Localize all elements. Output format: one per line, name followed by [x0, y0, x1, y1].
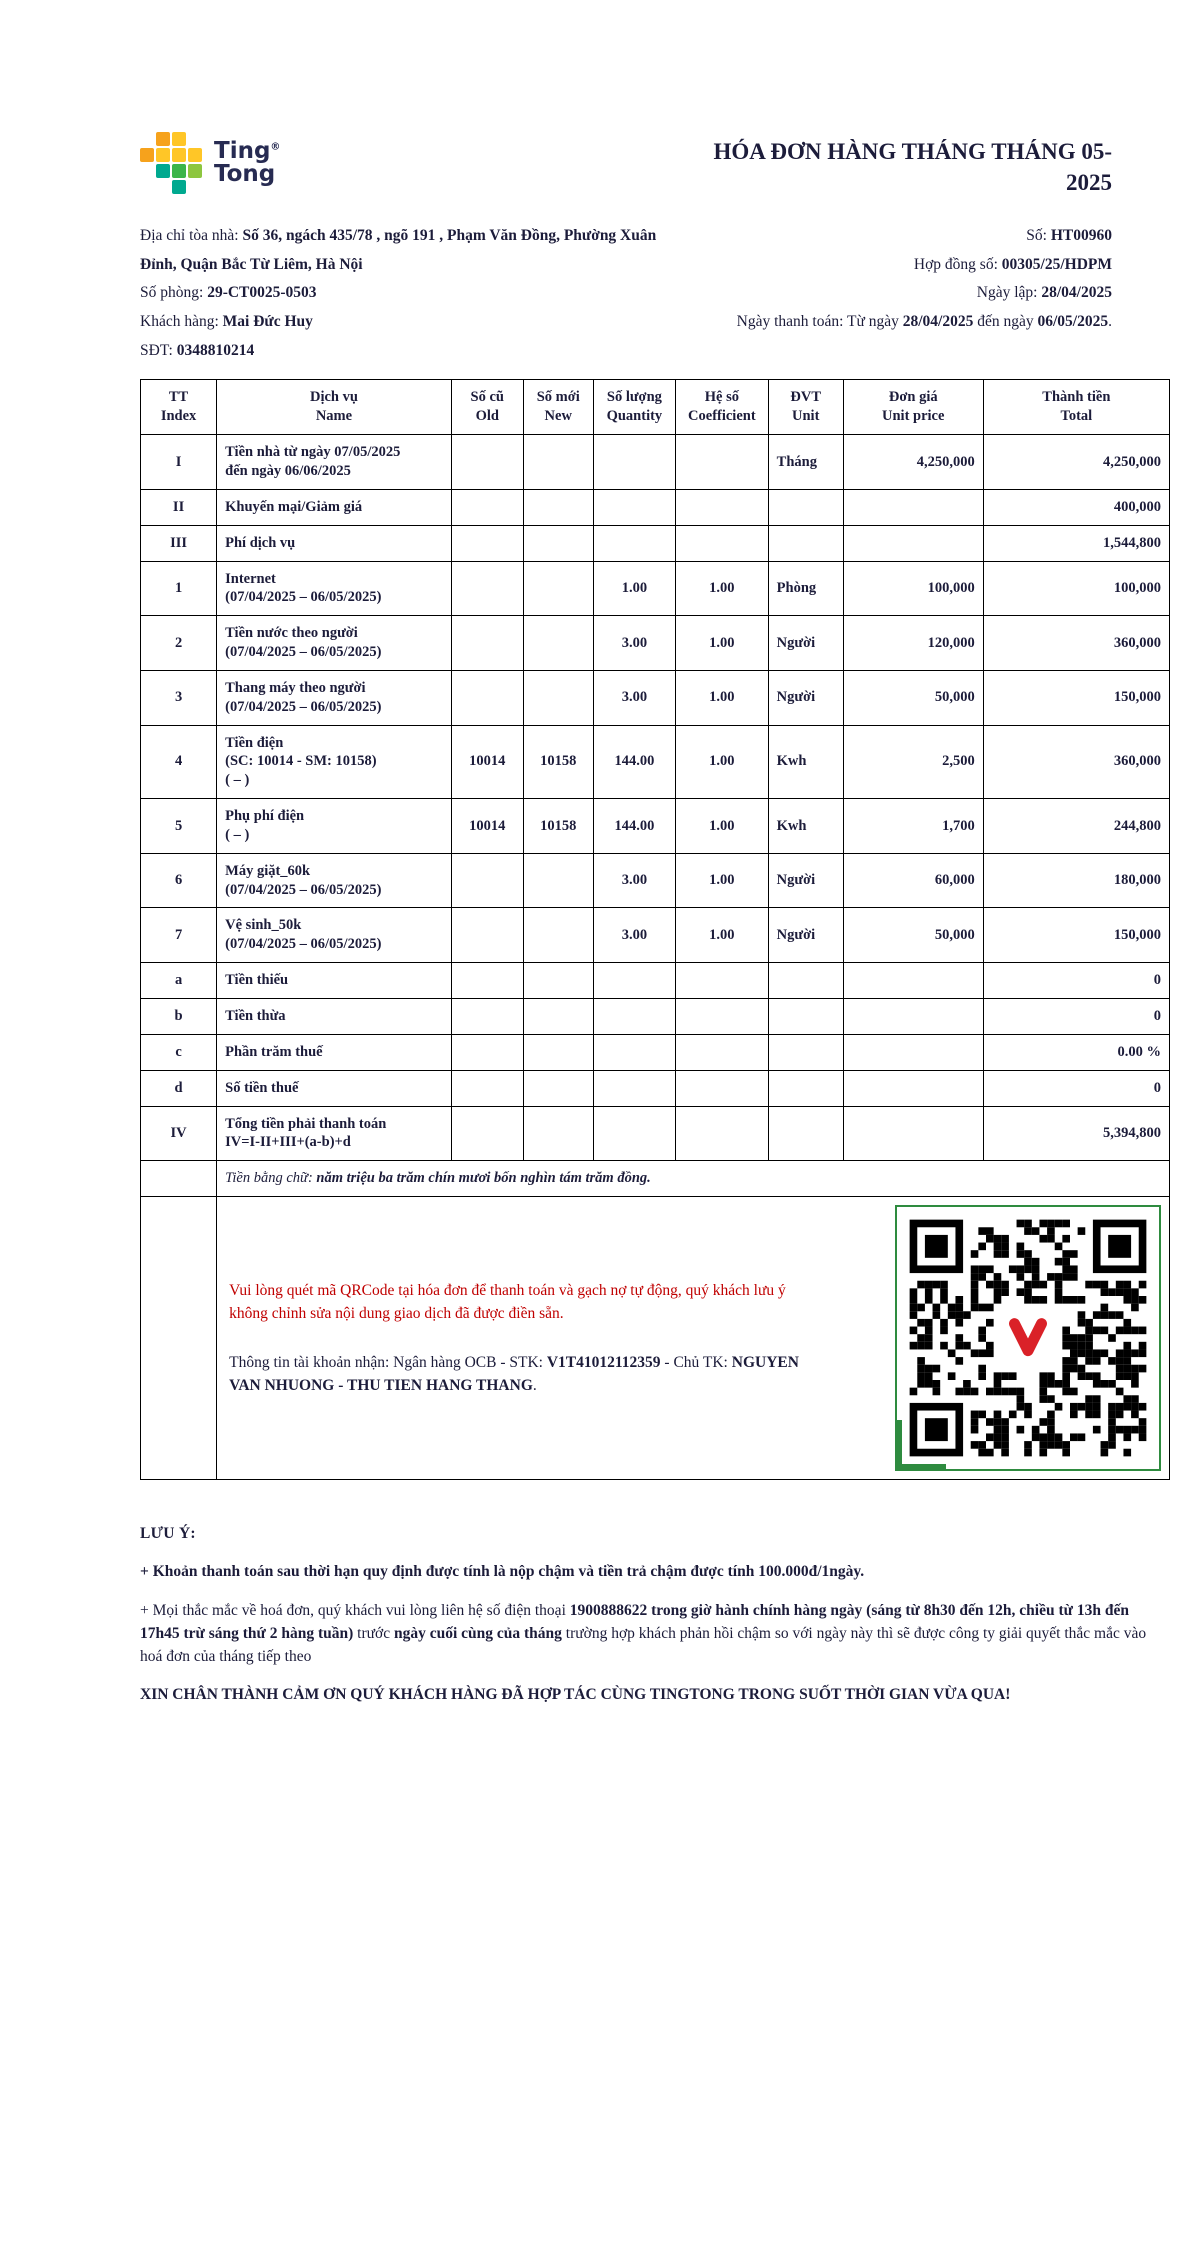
cell-name: Số tiền thuế: [217, 1070, 452, 1106]
cell-old: [451, 1106, 523, 1161]
cell-total: 244,800: [983, 799, 1169, 854]
cell-qty: [593, 999, 675, 1035]
cell-new: [523, 999, 593, 1035]
cell-price: [843, 1070, 983, 1106]
table-row: [141, 489, 1170, 525]
qr-code: [895, 1205, 1161, 1471]
logo-pixel: [188, 148, 202, 162]
contract-number: Hợp đồng số: 00305/25/HDPM: [913, 255, 1112, 273]
cell-name: Internet (07/04/2025 – 06/05/2025): [217, 561, 452, 616]
cell-old: [451, 525, 523, 561]
cell-new: [523, 1070, 593, 1106]
cell-old: [451, 561, 523, 616]
cell-coef: [676, 1034, 769, 1070]
column-header: Thành tiền Total: [983, 380, 1169, 435]
column-header: ĐVT Unit: [768, 380, 843, 435]
cell-name: Phần trăm thuế: [217, 1034, 452, 1070]
cell-new: 10158: [523, 725, 593, 799]
cell-total: 0.00 %: [983, 1034, 1169, 1070]
cell-unit: [768, 489, 843, 525]
cell-index: 3: [141, 670, 217, 725]
cell-index: 4: [141, 725, 217, 799]
cell-price: 50,000: [843, 670, 983, 725]
cell-old: [451, 908, 523, 963]
thank-you-note: XIN CHÂN THÀNH CẢM ƠN QUÝ KHÁCH HÀNG ĐÃ HỢP TÁC CÙNG TINGTONG TRONG SUỐT THỜI GIAN VỪA QUA!: [140, 1686, 1011, 1704]
empty-cell: [141, 1161, 217, 1197]
cell-unit: Kwh: [768, 725, 843, 799]
cell-index: 5: [141, 799, 217, 854]
cell-old: [451, 999, 523, 1035]
cell-total: 360,000: [983, 725, 1169, 799]
cell-total: 0: [983, 999, 1169, 1035]
cell-index: d: [141, 1070, 217, 1106]
cell-qty: [593, 525, 675, 561]
cell-index: II: [141, 489, 217, 525]
invoice-table-header-row: [141, 380, 1170, 435]
cell-unit: [768, 525, 843, 561]
cell-index: 7: [141, 908, 217, 963]
cell-new: 10158: [523, 799, 593, 854]
logo-pixel: [140, 148, 154, 162]
cell-unit: Người: [768, 670, 843, 725]
logo-word-tong: Tong: [214, 161, 276, 187]
column-header: Dịch vụ Name: [217, 380, 452, 435]
cell-old: [451, 853, 523, 908]
invoice-title: HÓA ĐƠN HÀNG THÁNG THÁNG 05-2025: [713, 139, 1112, 196]
cell-coef: 1.00: [676, 725, 769, 799]
cell-qty: 1.00: [593, 561, 675, 616]
cell-index: 2: [141, 616, 217, 671]
cell-new: [523, 489, 593, 525]
cell-old: [451, 670, 523, 725]
logo-pixel: [172, 132, 186, 146]
column-header: TT Index: [141, 380, 217, 435]
cell-coef: [676, 1106, 769, 1161]
cell-new: [523, 1034, 593, 1070]
cell-index: III: [141, 525, 217, 561]
cell-total: 0: [983, 1070, 1169, 1106]
cell-index: 6: [141, 853, 217, 908]
tingtong-logo: [140, 132, 280, 194]
tingtong-logo-text: [214, 137, 281, 187]
cell-new: [523, 435, 593, 490]
cell-coef: [676, 999, 769, 1035]
cell-price: [843, 489, 983, 525]
table-row: [141, 999, 1170, 1035]
logo-pixel: [172, 148, 186, 162]
column-header: Số mới New: [523, 380, 593, 435]
cell-qty: [593, 489, 675, 525]
column-header: Số cũ Old: [451, 380, 523, 435]
cell-name: Tổng tiền phải thanh toán IV=I-II+III+(a-b)+d: [217, 1106, 452, 1161]
v-logo-icon: [1001, 1311, 1055, 1365]
cell-qty: 3.00: [593, 670, 675, 725]
cell-unit: [768, 1070, 843, 1106]
table-row: [141, 561, 1170, 616]
cell-total: 360,000: [983, 616, 1169, 671]
cell-old: [451, 963, 523, 999]
registered-mark: ®: [270, 140, 281, 152]
cell-unit: Người: [768, 616, 843, 671]
cell-unit: [768, 963, 843, 999]
building-address: Địa chỉ tòa nhà: Số 36, ngách 435/78 , ngõ 191 , Phạm Văn Đồng, Phường Xuân Đỉnh, Quận Bắc Từ Liêm, Hà Nội: [140, 227, 657, 273]
cell-unit: Phòng: [768, 561, 843, 616]
cell-qty: 3.00: [593, 908, 675, 963]
payment-period: Ngày thanh toán: Từ ngày 28/04/2025 đến ngày 06/05/2025.: [736, 313, 1112, 331]
cell-old: [451, 1034, 523, 1070]
cell-new: [523, 561, 593, 616]
invoice-header: [140, 132, 1170, 198]
table-row: [141, 1070, 1170, 1106]
cell-price: [843, 1106, 983, 1161]
cell-qty: 3.00: [593, 853, 675, 908]
cell-index: b: [141, 999, 217, 1035]
cell-name: Máy giặt_60k (07/04/2025 – 06/05/2025): [217, 853, 452, 908]
table-row: [141, 1106, 1170, 1161]
invoice-info-left: [140, 222, 680, 365]
invoice-info: [140, 222, 1170, 365]
cell-coef: [676, 525, 769, 561]
cell-coef: 1.00: [676, 616, 769, 671]
invoice-info-right: [737, 222, 1170, 365]
cell-price: [843, 1034, 983, 1070]
hotline-note: + Mọi thắc mắc về hoá đơn, quý khách vui lòng liên hệ số điện thoại 1900888622 trong giờ hành chính hàng ngày (sáng từ 8h30 đến 12h, chiều từ 13h đến 17h45 trừ sáng thứ 2 hàng tuần) trước ngày cuối cùng của tháng trường hợp khách phản hồi chậm so với ngày này thì sẽ được công ty giải quyết thắc mắc vào hoá đơn của tháng tiếp theo: [140, 1601, 1147, 1666]
cell-new: [523, 908, 593, 963]
cell-name: Phí dịch vụ: [217, 525, 452, 561]
cell-total: 150,000: [983, 670, 1169, 725]
invoice-table: [140, 379, 1170, 1480]
cell-total: 0: [983, 963, 1169, 999]
cell-coef: 1.00: [676, 908, 769, 963]
cell-price: 60,000: [843, 853, 983, 908]
table-row: [141, 525, 1170, 561]
cell-new: [523, 525, 593, 561]
cell-name: Khuyến mại/Giảm giá: [217, 489, 452, 525]
cell-unit: [768, 1034, 843, 1070]
table-row: [141, 1034, 1170, 1070]
payment-text-block: [225, 1279, 810, 1398]
cell-coef: 1.00: [676, 853, 769, 908]
payment-qr-row: [141, 1197, 1170, 1480]
payment-notice: Vui lòng quét mã QRCode tại hóa đơn để thanh toán và gạch nợ tự động, quý khách lưu ý không chỉnh sửa nội dung giao dịch đã được điền sẵn.: [229, 1281, 786, 1322]
cell-new: [523, 1106, 593, 1161]
customer-name: Khách hàng: Mai Đức Huy: [140, 313, 313, 331]
cell-qty: 144.00: [593, 799, 675, 854]
cell-total: 5,394,800: [983, 1106, 1169, 1161]
cell-new: [523, 853, 593, 908]
amount-in-words-row: [141, 1161, 1170, 1197]
cell-qty: [593, 1070, 675, 1106]
cell-unit: [768, 1106, 843, 1161]
cell-coef: [676, 1070, 769, 1106]
cell-name: Tiền nhà từ ngày 07/05/2025 đến ngày 06/06/2025: [217, 435, 452, 490]
cell-coef: 1.00: [676, 670, 769, 725]
column-header: Đơn giá Unit price: [843, 380, 983, 435]
notes-section: [140, 1522, 1170, 1707]
table-row: [141, 725, 1170, 799]
table-row: [141, 799, 1170, 854]
cell-total: 150,000: [983, 908, 1169, 963]
room-number: Số phòng: 29-CT0025-0503: [140, 284, 317, 302]
cell-unit: Người: [768, 908, 843, 963]
cell-qty: [593, 435, 675, 490]
column-header: Hệ số Coefficient: [676, 380, 769, 435]
cell-qty: 144.00: [593, 725, 675, 799]
cell-coef: [676, 435, 769, 490]
cell-index: I: [141, 435, 217, 490]
cell-price: 120,000: [843, 616, 983, 671]
cell-new: [523, 616, 593, 671]
cell-name: Vệ sinh_50k (07/04/2025 – 06/05/2025): [217, 908, 452, 963]
cell-old: [451, 1070, 523, 1106]
logo-pixel: [156, 148, 170, 162]
phone-number: SĐT: 0348810214: [140, 341, 255, 359]
table-row: [141, 616, 1170, 671]
cell-coef: [676, 963, 769, 999]
cell-unit: Tháng: [768, 435, 843, 490]
cell-unit: Người: [768, 853, 843, 908]
cell-name: Tiền thừa: [217, 999, 452, 1035]
amount-in-words: Tiền bằng chữ: năm triệu ba trăm chín mươi bốn nghìn tám trăm đồng.: [217, 1161, 1170, 1197]
cell-price: [843, 525, 983, 561]
table-row: [141, 908, 1170, 963]
notes-heading: LƯU Ý:: [140, 1525, 196, 1543]
cell-price: [843, 999, 983, 1035]
cell-index: a: [141, 963, 217, 999]
invoice-table-body: [141, 435, 1170, 1161]
cell-total: 1,544,800: [983, 525, 1169, 561]
late-payment-note: + Khoản thanh toán sau thời hạn quy định được tính là nộp chậm và tiền trả chậm được tính 100.000đ/1ngày.: [140, 1563, 865, 1581]
column-header: Số lượng Quantity: [593, 380, 675, 435]
cell-price: [843, 963, 983, 999]
cell-qty: [593, 963, 675, 999]
logo-pixel: [156, 164, 170, 178]
cell-qty: 3.00: [593, 616, 675, 671]
issue-date: Ngày lập: 28/04/2025: [976, 284, 1112, 302]
cell-price: 50,000: [843, 908, 983, 963]
table-row: [141, 670, 1170, 725]
cell-unit: Kwh: [768, 799, 843, 854]
logo-word-ting: Ting: [214, 137, 271, 164]
logo-pixel: [188, 164, 202, 178]
cell-qty: [593, 1106, 675, 1161]
logo-pixel: [172, 164, 186, 178]
cell-total: 180,000: [983, 853, 1169, 908]
cell-old: 10014: [451, 799, 523, 854]
table-row: [141, 853, 1170, 908]
cell-index: IV: [141, 1106, 217, 1161]
logo-pixel: [172, 180, 186, 194]
qr-center-logo: [997, 1307, 1059, 1369]
cell-coef: [676, 489, 769, 525]
cell-name: Tiền thiếu: [217, 963, 452, 999]
cell-old: [451, 435, 523, 490]
cell-new: [523, 963, 593, 999]
table-row: [141, 963, 1170, 999]
cell-qty: [593, 1034, 675, 1070]
cell-price: 2,500: [843, 725, 983, 799]
cell-old: 10014: [451, 725, 523, 799]
cell-index: c: [141, 1034, 217, 1070]
cell-new: [523, 670, 593, 725]
cell-price: 100,000: [843, 561, 983, 616]
cell-old: [451, 616, 523, 671]
logo-pixel: [156, 132, 170, 146]
payment-cell: [217, 1197, 1170, 1480]
cell-unit: [768, 999, 843, 1035]
table-row: [141, 435, 1170, 490]
cell-name: Thang máy theo người (07/04/2025 – 06/05/2025): [217, 670, 452, 725]
cell-name: Tiền điện (SC: 10014 - SM: 10158) ( – ): [217, 725, 452, 799]
invoice-number: Số: HT00960: [1026, 227, 1112, 245]
empty-cell: [141, 1197, 217, 1480]
account-info: Thông tin tài khoản nhận: Ngân hàng OCB - STK: V1T41012112359 - Chủ TK: NGUYEN VAN NHUONG - THU TIEN HANG THANG.: [229, 1354, 799, 1395]
cell-total: 400,000: [983, 489, 1169, 525]
cell-coef: 1.00: [676, 799, 769, 854]
cell-price: 4,250,000: [843, 435, 983, 490]
cell-name: Phụ phí điện ( – ): [217, 799, 452, 854]
cell-old: [451, 489, 523, 525]
cell-index: 1: [141, 561, 217, 616]
cell-coef: 1.00: [676, 561, 769, 616]
cell-price: 1,700: [843, 799, 983, 854]
cell-name: Tiền nước theo người (07/04/2025 – 06/05/2025): [217, 616, 452, 671]
cell-total: 4,250,000: [983, 435, 1169, 490]
tingtong-logo-icon: [140, 132, 202, 194]
invoice-table-footer: [141, 1161, 1170, 1480]
cell-total: 100,000: [983, 561, 1169, 616]
